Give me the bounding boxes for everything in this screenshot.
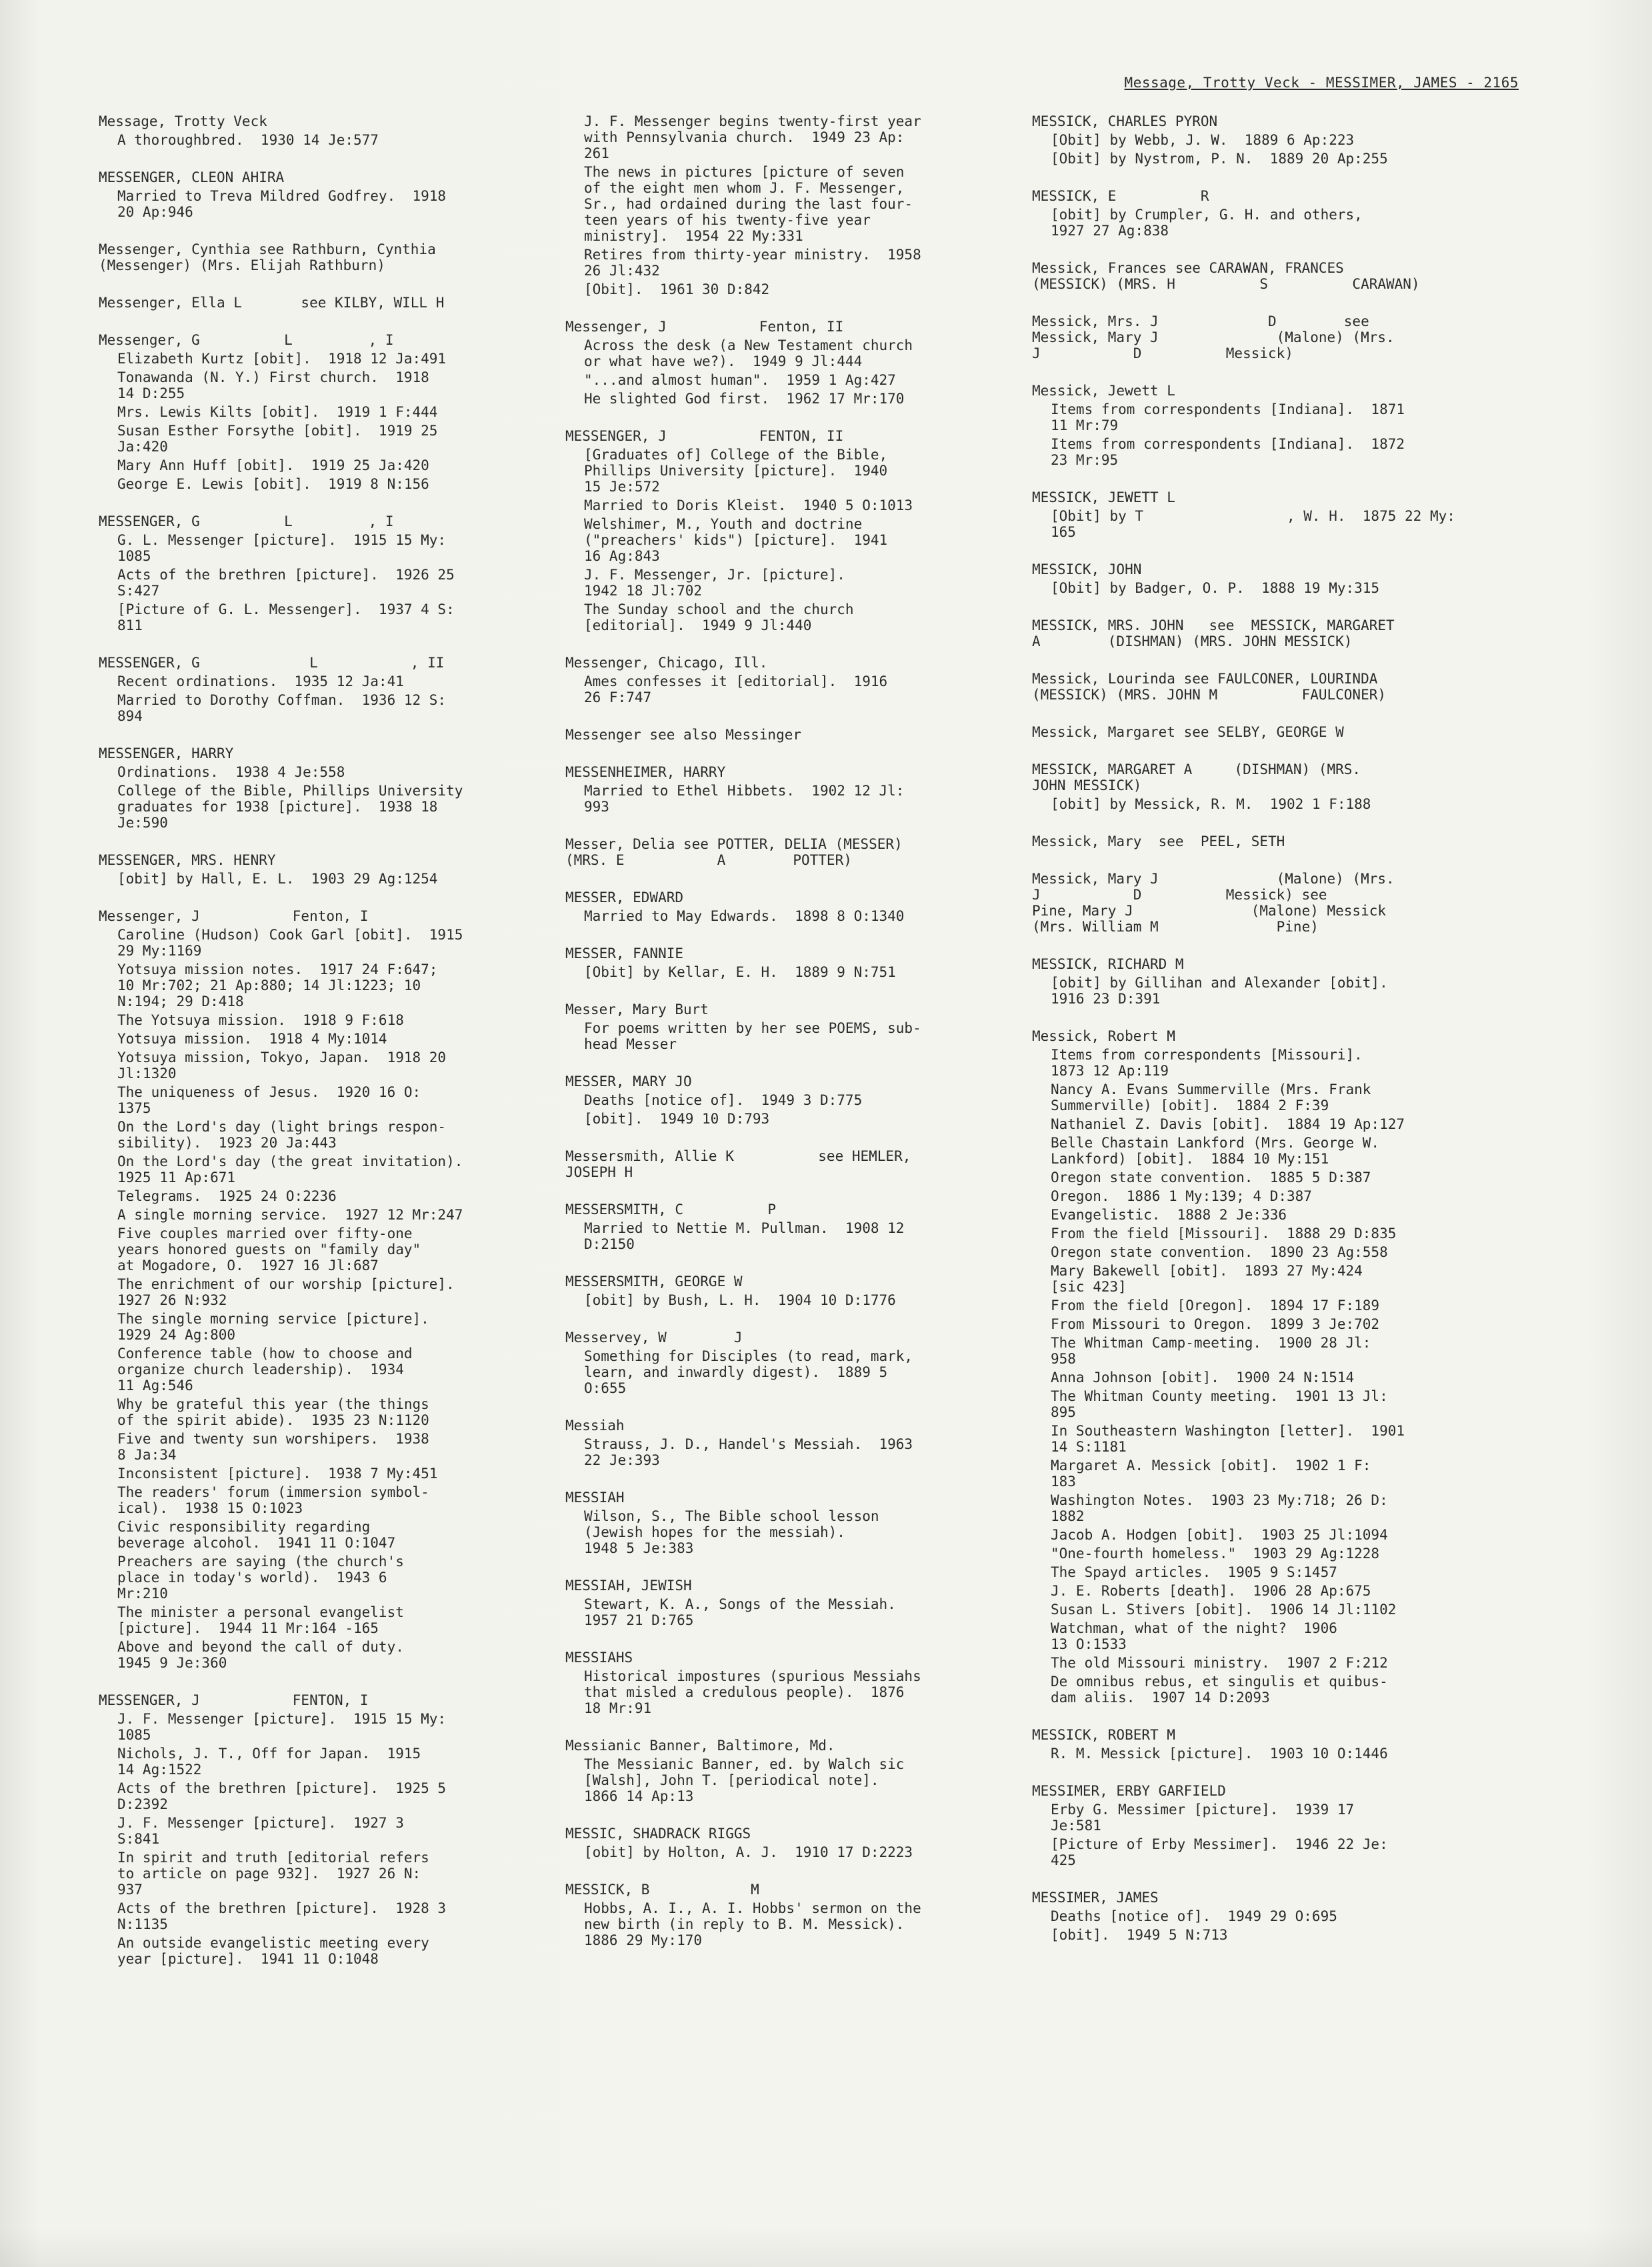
entry-heading: MESSER, EDWARD xyxy=(565,889,684,905)
index-entry xyxy=(1032,1783,1499,1868)
entry-citation: [Obit] by Nystrom, P. N. 1889 20 Ap:255 xyxy=(1051,151,1388,167)
entry-citation: On the Lord's day (light brings respon- sibility). 1923 20 Ja:443 xyxy=(117,1119,447,1151)
index-entry xyxy=(1032,871,1499,935)
entry-citation: "One-fourth homeless." 1903 29 Ag:1228 xyxy=(1051,1546,1380,1562)
entry-citation: From the field [Oregon]. 1894 17 F:189 xyxy=(1051,1298,1380,1314)
entry-heading: MESSICK, JEWETT L xyxy=(1032,489,1175,505)
entry-citation: Civic responsibility regarding beverage alcohol. 1941 11 O:1047 xyxy=(117,1519,396,1551)
entry-citation: The minister a personal evangelist [picture]. 1944 11 Mr:164 -165 xyxy=(117,1604,404,1636)
entry-citation: The single morning service [picture]. 1929 24 Ag:800 xyxy=(117,1311,429,1343)
entry-heading: MESSICK, MRS. JOHN see MESSICK, MARGARET A (DISHMAN) (MRS. JOHN MESSICK) xyxy=(1032,617,1395,649)
entry-citation: [obit] by Bush, L. H. 1904 10 D:1776 xyxy=(584,1292,896,1308)
index-entry xyxy=(565,1578,1019,1628)
entry-heading: Messiah xyxy=(565,1418,625,1434)
entry-citation: Yotsuya mission. 1918 4 My:1014 xyxy=(117,1031,387,1047)
entry-citation: [obit] by Messick, R. M. 1902 1 F:188 xyxy=(1051,796,1371,812)
index-entry xyxy=(565,1650,1019,1716)
entry-citation: [obit] by Holton, A. J. 1910 17 D:2223 xyxy=(584,1844,913,1860)
entry-heading: Messick, Margaret see SELBY, GEORGE W xyxy=(1032,724,1344,740)
entry-heading: Messervey, W J xyxy=(565,1330,743,1346)
entry-citation: [Obit] by T , W. H. 1875 22 My: 165 xyxy=(1051,508,1455,540)
index-entry xyxy=(99,513,525,633)
entry-citation: Jacob A. Hodgen [obit]. 1903 25 Jl:1094 xyxy=(1051,1527,1388,1543)
entry-citation: Watchman, what of the night? 1906 13 O:1533 xyxy=(1051,1620,1337,1652)
entry-heading: Messersmith, Allie K see HEMLER, JOSEPH H xyxy=(565,1148,911,1180)
index-entry xyxy=(99,908,525,1671)
entry-citation: [Obit] by Badger, O. P. 1888 19 My:315 xyxy=(1051,580,1380,596)
index-entry xyxy=(565,1330,1019,1396)
index-entry xyxy=(1032,761,1499,812)
entry-citation: Ames confesses it [editorial]. 1916 26 F:747 xyxy=(584,673,888,705)
index-entry xyxy=(99,852,525,887)
entry-citation: Married to Nettie M. Pullman. 1908 12 D:2150 xyxy=(584,1220,905,1252)
entry-citation: Anna Johnson [obit]. 1900 24 N:1514 xyxy=(1051,1370,1355,1386)
entry-heading: Messick, Lourinda see FAULCONER, LOURINDA (MESSICK) (MRS. JOHN M FAULCONER) xyxy=(1032,671,1387,703)
entry-citation: The old Missouri ministry. 1907 2 F:212 xyxy=(1051,1655,1388,1671)
entry-citation: Deaths [notice of]. 1949 29 O:695 xyxy=(1051,1908,1337,1924)
entry-citation: He slighted God first. 1962 17 Mr:170 xyxy=(584,391,905,407)
index-column-1 xyxy=(99,113,525,1988)
entry-citation: Married to Treva Mildred Godfrey. 1918 20 Ap:946 xyxy=(117,188,447,220)
entry-citation: Telegrams. 1925 24 O:2236 xyxy=(117,1188,337,1204)
index-entry xyxy=(99,1692,525,1967)
entry-citation: The news in pictures [picture of seven of the eight men whom J. F. Messenger, Sr., had ordained during the last four- teen years of his twenty-five year ministry]. 1954 22 My:331 xyxy=(584,164,913,244)
entry-heading: MESSER, FANNIE xyxy=(565,945,684,961)
index-entry xyxy=(99,169,525,220)
entry-heading: MESSER, MARY JO xyxy=(565,1073,692,1089)
entry-heading: Messenger, Cynthia see Rathburn, Cynthia (Messenger) (Mrs. Elijah Rathburn) xyxy=(99,241,436,273)
entry-heading: MESSICK, RICHARD M xyxy=(1032,956,1184,972)
entry-heading: MESSIMER, ERBY GARFIELD xyxy=(1032,1783,1226,1799)
entry-citation: A single morning service. 1927 12 Mr:247 xyxy=(117,1207,463,1223)
entry-citation: Nichols, J. T., Off for Japan. 1915 14 Ag:1522 xyxy=(117,1746,421,1778)
entry-citation: On the Lord's day (the great invitation). 1925 11 Ap:671 xyxy=(117,1154,463,1186)
entry-citation: [obit] by Hall, E. L. 1903 29 Ag:1254 xyxy=(117,871,438,887)
index-entry xyxy=(1032,833,1499,849)
entry-citation: Mary Bakewell [obit]. 1893 27 My:424 [sic 423] xyxy=(1051,1263,1363,1295)
entry-citation: Items from correspondents [Indiana]. 1871 11 Mr:79 xyxy=(1051,401,1405,433)
index-entry xyxy=(99,655,525,724)
index-entry xyxy=(99,113,525,148)
index-column-3 xyxy=(1032,113,1499,1964)
entry-citation: The Whitman Camp-meeting. 1900 28 Jl: 958 xyxy=(1051,1335,1371,1367)
entry-citation: Stewart, K. A., Songs of the Messiah. 1957 21 D:765 xyxy=(584,1596,896,1628)
entry-heading: MESSIMER, JAMES xyxy=(1032,1890,1159,1906)
index-entry xyxy=(99,241,525,273)
entry-citation: Above and beyond the call of duty. 1945 9 Je:360 xyxy=(117,1639,404,1671)
entry-heading: MESSENGER, MRS. HENRY xyxy=(99,852,276,868)
entry-citation: Ordinations. 1938 4 Je:558 xyxy=(117,764,345,780)
entry-citation: [Obit]. 1961 30 D:842 xyxy=(584,281,770,297)
entry-heading: MESSENGER, G L , I xyxy=(99,513,394,529)
index-entry xyxy=(565,1738,1019,1804)
entry-citation: Nancy A. Evans Summerville (Mrs. Frank Summerville) [obit]. 1884 2 F:39 xyxy=(1051,1081,1371,1113)
entry-citation: The Sunday school and the church [editorial]. 1949 9 Jl:440 xyxy=(584,601,854,633)
entry-citation: R. M. Messick [picture]. 1903 10 O:1446 xyxy=(1051,1746,1388,1762)
entry-citation: From Missouri to Oregon. 1899 3 Je:702 xyxy=(1051,1316,1380,1332)
entry-citation: Married to Doris Kleist. 1940 5 O:1013 xyxy=(584,497,913,513)
entry-citation: Oregon state convention. 1885 5 D:387 xyxy=(1051,1170,1371,1186)
entry-heading: MESSIAH xyxy=(565,1490,625,1506)
entry-citation: George E. Lewis [obit]. 1919 8 N:156 xyxy=(117,476,429,492)
entry-citation: J. F. Messenger [picture]. 1927 3 S:841 xyxy=(117,1815,404,1847)
index-entry xyxy=(1032,956,1499,1007)
entry-citation: J. F. Messenger begins twenty-first year with Pennsylvania church. 1949 23 Ap: 261 xyxy=(584,113,921,161)
index-entry xyxy=(1032,1727,1499,1762)
entry-citation: Oregon. 1886 1 My:139; 4 D:387 xyxy=(1051,1188,1312,1204)
entry-heading: MESSICK, ROBERT M xyxy=(1032,1727,1175,1743)
index-entry xyxy=(565,1490,1019,1556)
index-entry xyxy=(565,1274,1019,1308)
entry-heading: MESSIAH, JEWISH xyxy=(565,1578,692,1594)
index-entry xyxy=(1032,671,1499,703)
index-entry xyxy=(99,745,525,831)
entry-citation: Five couples married over fifty-one years honored guests on "family day" at Mogadore, O. 1927 16 Jl:687 xyxy=(117,1226,421,1274)
entry-citation: Items from correspondents [Missouri]. 1873 12 Ap:119 xyxy=(1051,1047,1363,1079)
entry-citation: "...and almost human". 1959 1 Ag:427 xyxy=(584,372,896,388)
entry-citation: From the field [Missouri]. 1888 29 D:835 xyxy=(1051,1226,1397,1242)
index-column-2 xyxy=(565,113,1019,1970)
entry-citation: Five and twenty sun worshipers. 1938 8 Ja:34 xyxy=(117,1431,429,1463)
index-entry xyxy=(1032,383,1499,468)
entry-citation: Inconsistent [picture]. 1938 7 My:451 xyxy=(117,1466,438,1482)
index-entry xyxy=(1032,1028,1499,1706)
entry-heading: MESSENGER, J FENTON, I xyxy=(99,1692,369,1708)
entry-heading: Messer, Mary Burt xyxy=(565,1001,709,1017)
entry-citation: An outside evangelistic meeting every year [picture]. 1941 11 O:1048 xyxy=(117,1935,429,1967)
index-entry xyxy=(565,836,1019,868)
index-entry xyxy=(565,945,1019,980)
entry-citation: Something for Disciples (to read, mark, learn, and inwardly digest). 1889 5 O:655 xyxy=(584,1348,913,1396)
entry-heading: Messer, Delia see POTTER, DELIA (MESSER) (MRS. E A POTTER) xyxy=(565,836,903,868)
entry-citation: [obit] by Gillihan and Alexander [obit]. 1916 23 D:391 xyxy=(1051,975,1388,1007)
entry-citation: J. F. Messenger [picture]. 1915 15 My: 1085 xyxy=(117,1711,447,1743)
entry-citation: Recent ordinations. 1935 12 Ja:41 xyxy=(117,673,404,689)
index-entry xyxy=(565,1826,1019,1860)
entry-citation: The Spayd articles. 1905 9 S:1457 xyxy=(1051,1564,1337,1580)
entry-heading: Messenger, J Fenton, II xyxy=(565,319,844,335)
entry-citation: For poems written by her see POEMS, sub- head Messer xyxy=(584,1020,921,1052)
entry-citation: Elizabeth Kurtz [obit]. 1918 12 Ja:491 xyxy=(117,351,447,367)
entry-heading: Messick, Mary see PEEL, SETH xyxy=(1032,833,1285,849)
index-entry xyxy=(565,113,1019,297)
index-entry xyxy=(1032,1890,1499,1943)
index-entry xyxy=(565,1202,1019,1252)
entry-citation: The Whitman County meeting. 1901 13 Jl: 895 xyxy=(1051,1388,1388,1420)
entry-citation: Conference table (how to choose and organize church leadership). 1934 11 Ag:546 xyxy=(117,1346,413,1394)
entry-heading: Messianic Banner, Baltimore, Md. xyxy=(565,1738,835,1754)
entry-citation: [Picture of Erby Messimer]. 1946 22 Je: 425 xyxy=(1051,1836,1388,1868)
entry-citation: Items from correspondents [Indiana]. 1872 23 Mr:95 xyxy=(1051,436,1405,468)
entry-citation: Washington Notes. 1903 23 My:718; 26 D: 1882 xyxy=(1051,1492,1388,1524)
entry-citation: [obit]. 1949 10 D:793 xyxy=(584,1111,770,1127)
entry-heading: Messick, Jewett L xyxy=(1032,383,1175,399)
index-entry xyxy=(1032,260,1499,292)
entry-citation: Oregon state convention. 1890 23 Ag:558 xyxy=(1051,1244,1388,1260)
entry-heading: MESSIAHS xyxy=(565,1650,633,1666)
entry-citation: The Messianic Banner, ed. by Walch sic [Walsh], John T. [periodical note]. 1866 14 Ap:13 xyxy=(584,1756,905,1804)
entry-heading: Messick, Mary J (Malone) (Mrs. J D Messick) see Pine, Mary J (Malone) Messick (Mrs. William M Pine) xyxy=(1032,871,1395,935)
entry-citation: Belle Chastain Lankford (Mrs. George W. Lankford) [obit]. 1884 10 My:151 xyxy=(1051,1135,1380,1167)
index-entry xyxy=(565,1001,1019,1052)
entry-citation: Yotsuya mission notes. 1917 24 F:647; 10 Mr:702; 21 Ap:880; 14 Jl:1223; 10 N:194; 29 D:418 xyxy=(117,961,438,1009)
entry-citation: A thoroughbred. 1930 14 Je:577 xyxy=(117,132,379,148)
entry-heading: MESSIC, SHADRACK RIGGS xyxy=(565,1826,751,1842)
entry-citation: [obit]. 1949 5 N:713 xyxy=(1051,1927,1228,1943)
entry-citation: Acts of the brethren [picture]. 1928 3 N:1135 xyxy=(117,1900,447,1932)
index-entry xyxy=(1032,617,1499,649)
entry-citation: Susan L. Stivers [obit]. 1906 14 Jl:1102 xyxy=(1051,1602,1397,1618)
entry-citation: [obit] by Crumpler, G. H. and others, 1927 27 Ag:838 xyxy=(1051,207,1363,239)
entry-heading: MESSENHEIMER, HARRY xyxy=(565,764,726,780)
entry-heading: MESSERSMITH, GEORGE W xyxy=(565,1274,743,1290)
entry-heading: Messenger see also Messinger xyxy=(565,727,802,743)
entry-citation: Welshimer, M., Youth and doctrine ("preachers' kids") [picture]. 1941 16 Ag:843 xyxy=(584,516,888,564)
entry-citation: Mary Ann Huff [obit]. 1919 25 Ja:420 xyxy=(117,457,429,473)
entry-heading: MESSICK, E R xyxy=(1032,188,1209,204)
entry-heading: Messenger, Ella L see KILBY, WILL H xyxy=(99,295,445,311)
entry-citation: The Yotsuya mission. 1918 9 F:618 xyxy=(117,1012,404,1028)
entry-heading: MESSICK, CHARLES PYRON xyxy=(1032,113,1218,129)
entry-citation: Deaths [notice of]. 1949 3 D:775 xyxy=(584,1092,863,1108)
page-edge-shadow xyxy=(0,2227,1652,2267)
running-head: Message, Trotty Veck - MESSIMER, JAMES - 2165 xyxy=(1124,75,1519,91)
entry-citation: Wilson, S., The Bible school lesson (Jewish hopes for the messiah). 1948 5 Je:383 xyxy=(584,1508,879,1556)
entry-citation: Mrs. Lewis Kilts [obit]. 1919 1 F:444 xyxy=(117,404,438,420)
entry-citation: Across the desk (a New Testament church or what have we?). 1949 9 Jl:444 xyxy=(584,337,913,369)
entry-citation: Strauss, J. D., Handel's Messiah. 1963 22 Je:393 xyxy=(584,1436,913,1468)
entry-citation: Married to Ethel Hibbets. 1902 12 Jl: 993 xyxy=(584,783,905,815)
entry-citation: Married to Dorothy Coffman. 1936 12 S: 894 xyxy=(117,692,447,724)
index-entry xyxy=(99,295,525,311)
entry-citation: Caroline (Hudson) Cook Garl [obit]. 1915 29 My:1169 xyxy=(117,927,463,959)
entry-citation: Susan Esther Forsythe [obit]. 1919 25 Ja:420 xyxy=(117,423,438,455)
entry-citation: Married to May Edwards. 1898 8 O:1340 xyxy=(584,908,905,924)
index-entry xyxy=(1032,313,1499,361)
entry-citation: J. E. Roberts [death]. 1906 28 Ap:675 xyxy=(1051,1583,1371,1599)
entry-heading: Messenger, Chicago, Ill. xyxy=(565,655,768,671)
entry-citation: [Picture of G. L. Messenger]. 1937 4 S: 811 xyxy=(117,601,455,633)
entry-heading: Messick, Mrs. J D see Messick, Mary J (Malone) (Mrs. J D Messick) xyxy=(1032,313,1395,361)
entry-heading: MESSERSMITH, C P xyxy=(565,1202,777,1218)
index-entry xyxy=(565,319,1019,407)
index-entry xyxy=(1032,489,1499,540)
index-entry xyxy=(565,1882,1019,1948)
entry-heading: MESSENGER, J FENTON, II xyxy=(565,428,844,444)
entry-citation: Acts of the brethren [picture]. 1925 5 D:2392 xyxy=(117,1780,447,1812)
entry-citation: Historical impostures (spurious Messiahs that misled a credulous people). 1876 18 Mr:91 xyxy=(584,1668,921,1716)
index-entry xyxy=(565,655,1019,705)
entry-heading: Messick, Robert M xyxy=(1032,1028,1175,1044)
entry-citation: The enrichment of our worship [picture]. 1927 26 N:932 xyxy=(117,1276,455,1308)
entry-citation: Evangelistic. 1888 2 Je:336 xyxy=(1051,1207,1287,1223)
index-entry xyxy=(565,889,1019,924)
entry-heading: MESSENGER, G L , II xyxy=(99,655,445,671)
entry-citation: In spirit and truth [editorial refers to article on page 932]. 1927 26 N: 937 xyxy=(117,1850,429,1898)
entry-heading: MESSICK, B M xyxy=(565,1882,759,1898)
index-entry xyxy=(1032,724,1499,740)
index-entry xyxy=(99,332,525,492)
entry-citation: Preachers are saying (the church's place in today's world). 1943 6 Mr:210 xyxy=(117,1554,404,1602)
entry-citation: [Obit] by Webb, J. W. 1889 6 Ap:223 xyxy=(1051,132,1355,148)
index-entry xyxy=(1032,561,1499,596)
entry-citation: De omnibus rebus, et singulis et quibus- dam aliis. 1907 14 D:2093 xyxy=(1051,1674,1388,1706)
entry-citation: [Obit] by Kellar, E. H. 1889 9 N:751 xyxy=(584,964,896,980)
entry-citation: Why be grateful this year (the things of the spirit abide). 1935 23 N:1120 xyxy=(117,1396,429,1428)
entry-citation: The uniqueness of Jesus. 1920 16 O: 1375 xyxy=(117,1084,421,1116)
entry-citation: College of the Bible, Phillips University graduates for 1938 [picture]. 1938 18 Je:590 xyxy=(117,783,463,831)
entry-citation: Nathaniel Z. Davis [obit]. 1884 19 Ap:127 xyxy=(1051,1116,1405,1132)
entry-heading: MESSICK, MARGARET A (DISHMAN) (MRS. JOHN MESSICK) xyxy=(1032,761,1361,793)
entry-citation: Erby G. Messimer [picture]. 1939 17 Je:581 xyxy=(1051,1802,1355,1834)
index-entry xyxy=(565,428,1019,633)
entry-citation: Acts of the brethren [picture]. 1926 25 S:427 xyxy=(117,567,455,599)
entry-heading: Messenger, J Fenton, I xyxy=(99,908,369,924)
index-entry xyxy=(565,764,1019,815)
index-entry xyxy=(1032,113,1499,167)
index-entry xyxy=(565,1418,1019,1468)
entry-citation: In Southeastern Washington [letter]. 1901 14 S:1181 xyxy=(1051,1423,1405,1455)
entry-citation: Margaret A. Messick [obit]. 1902 1 F: 183 xyxy=(1051,1458,1371,1490)
entry-citation: [Graduates of] College of the Bible, Phillips University [picture]. 1940 15 Je:572 xyxy=(584,447,888,495)
entry-heading: Messick, Frances see CARAWAN, FRANCES (MESSICK) (MRS. H S CARAWAN) xyxy=(1032,260,1420,292)
index-entry xyxy=(1032,188,1499,239)
index-entry xyxy=(565,1073,1019,1127)
entry-citation: Hobbs, A. I., A. I. Hobbs' sermon on the new birth (in reply to B. M. Messick). 1886 29 My:170 xyxy=(584,1900,921,1948)
entry-heading: MESSICK, JOHN xyxy=(1032,561,1142,577)
entry-heading: MESSENGER, HARRY xyxy=(99,745,234,761)
entry-citation: J. F. Messenger, Jr. [picture]. 1942 18 Jl:702 xyxy=(584,567,845,599)
entry-heading: MESSENGER, CLEON AHIRA xyxy=(99,169,285,185)
index-entry xyxy=(565,727,1019,743)
entry-heading: Message, Trotty Veck xyxy=(99,113,267,129)
index-entry xyxy=(565,1148,1019,1180)
entry-citation: Retires from thirty-year ministry. 1958 26 Jl:432 xyxy=(584,247,921,279)
entry-citation: Yotsuya mission, Tokyo, Japan. 1918 20 Jl:1320 xyxy=(117,1049,447,1081)
entry-citation: G. L. Messenger [picture]. 1915 15 My: 1085 xyxy=(117,532,447,564)
entry-heading: Messenger, G L , I xyxy=(99,332,394,348)
entry-citation: Tonawanda (N. Y.) First church. 1918 14 D:255 xyxy=(117,369,429,401)
entry-citation: The readers' forum (immersion symbol- ical). 1938 15 O:1023 xyxy=(117,1484,429,1516)
